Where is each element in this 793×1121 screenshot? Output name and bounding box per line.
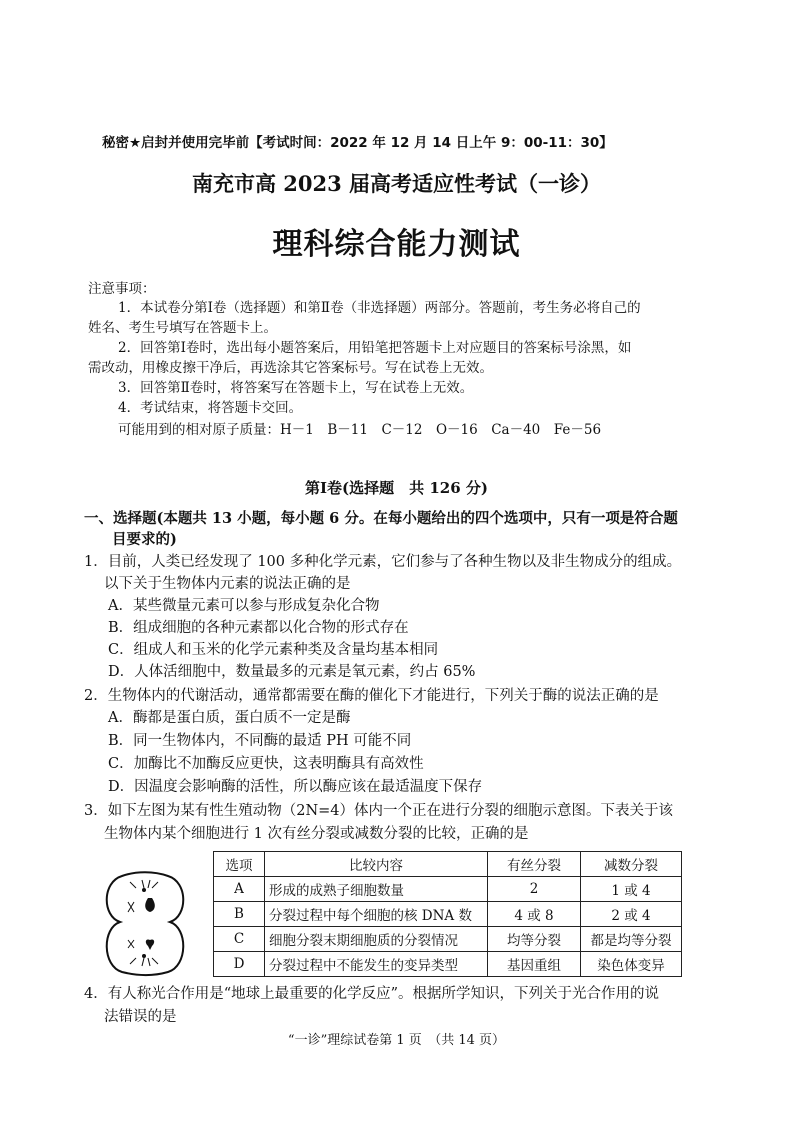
q4-stem-line-2: 法错误的是 — [104, 1009, 177, 1025]
table-header-cell: 减数分裂 — [581, 852, 682, 877]
note-2-line-2: 需改动，用橡皮擦干净后，再选涂其它答案标号。写在试卷上无效。 — [88, 360, 493, 376]
table-cell: 4 或 8 — [488, 902, 581, 927]
table-cell: A — [214, 877, 265, 902]
table-cell: 分裂过程中不能发生的变异类型 — [265, 952, 488, 977]
table-cell: B — [214, 902, 265, 927]
note-3: 3．回答第Ⅱ卷时，将答案写在答题卡上，写在试卷上无效。 — [118, 380, 474, 396]
table-header-cell: 有丝分裂 — [488, 852, 581, 877]
table-cell: 2 或 4 — [581, 902, 682, 927]
comparison-table — [213, 851, 682, 977]
table-row — [214, 877, 682, 902]
table-cell: 基因重组 — [488, 952, 581, 977]
q3-stem-line-2: 生物体内某个细胞进行 1 次有丝分裂或减数分裂的比较，正确的是 — [104, 826, 529, 842]
table-header-cell: 选项 — [214, 852, 265, 877]
table-cell: 均等分裂 — [488, 927, 581, 952]
table-header-cell: 比较内容 — [265, 852, 488, 877]
page-footer: “一诊”理综试卷第 1 页 （共 14 页） — [287, 1033, 506, 1048]
section-title: 第Ⅰ卷(选择题 共 126 分) — [305, 479, 488, 497]
note-4: 4．考试结束，将答题卡交回。 — [118, 400, 303, 416]
notes-title: 注意事项： — [88, 281, 156, 297]
table-cell: C — [214, 927, 265, 952]
table-cell: D — [214, 952, 265, 977]
q1-stem-line-1: 1．目前，人类已经发现了 100 多种化学元素，它们参与了各种生物以及非生物成分的组成。 — [84, 554, 682, 570]
confidential-header: 秘密★启封并使用完毕前【考试时间：2022 年 12 月 14 日上午 9：00-11：30】 — [102, 135, 613, 151]
table-row — [214, 952, 682, 977]
table-header-row — [214, 852, 682, 877]
q1-option-c: C．组成人和玉米的化学元素种类及含量均基本相同 — [108, 642, 439, 658]
table-cell: 都是均等分裂 — [581, 927, 682, 952]
q2-option-d: D．因温度会影响酶的活性，所以酶应该在最适温度下保存 — [108, 779, 483, 795]
note-2-line-1: 2．回答第Ⅰ卷时，选出每小题答案后，用铅笔把答题卡上对应题目的答案标号涂黑，如 — [118, 340, 632, 356]
table-row — [214, 902, 682, 927]
q1-stem-line-2: 以下关于生物体内元素的说法正确的是 — [104, 576, 351, 592]
q3-stem-line-1: 3．如下左图为某有性生殖动物（2N=4）体内一个正在进行分裂的细胞示意图。下表关于该 — [84, 803, 674, 819]
q2-option-a: A．酶都是蛋白质，蛋白质不一定是酶 — [108, 710, 351, 726]
q1-option-b: B．组成细胞的各种元素都以化合物的形式存在 — [108, 620, 409, 636]
atomic-masses: 可能用到的相对原子质量：H－1 B－11 C－12 O－16 Ca－40 Fe－56 — [118, 422, 602, 438]
cell-division-diagram — [100, 868, 190, 978]
q1-option-a: A．某些微量元素可以参与形成复杂化合物 — [108, 598, 380, 614]
q2-option-c: C．加酶比不加酶反应更快，这表明酶具有高效性 — [108, 756, 424, 772]
table-cell: 形成的成熟子细胞数量 — [265, 877, 488, 902]
table-cell: 2 — [488, 877, 581, 902]
section-instruction-line-1: 一、选择题(本题共 13 小题，每小题 6 分。在每小题给出的四个选项中，只有一项是符合题 — [84, 510, 678, 527]
q2-option-b: B．同一生物体内，不同酶的最适 PH 可能不同 — [108, 733, 412, 749]
q4-stem-line-1: 4．有人称光合作用是“地球上最重要的化学反应”。根据所学知识，下列关于光合作用的说 — [84, 986, 660, 1002]
table-row — [214, 927, 682, 952]
table-cell: 分裂过程中每个细胞的核 DNA 数 — [265, 902, 488, 927]
table-cell: 染色体变异 — [581, 952, 682, 977]
q1-option-d: D．人体活细胞中，数量最多的元素是氧元素，约占 65% — [108, 664, 476, 680]
test-title: 理科综合能力测试 — [272, 227, 521, 262]
table-cell: 细胞分裂末期细胞质的分裂情况 — [265, 927, 488, 952]
note-1-line-2: 姓名、考生号填写在答题卡上。 — [88, 320, 277, 336]
note-1-line-1: 1．本试卷分第Ⅰ卷（选择题）和第Ⅱ卷（非选择题）两部分。答题前，考生务必将自己的 — [118, 300, 641, 316]
exam-title: 南充市高 2023 届高考适应性考试（一诊） — [191, 171, 602, 196]
q2-stem: 2．生物体内的代谢活动，通常都需要在酶的催化下才能进行，下列关于酶的说法正确的是 — [84, 688, 659, 704]
table-cell: 1 或 4 — [581, 877, 682, 902]
section-instruction-line-2: 目要求的) — [112, 531, 177, 548]
